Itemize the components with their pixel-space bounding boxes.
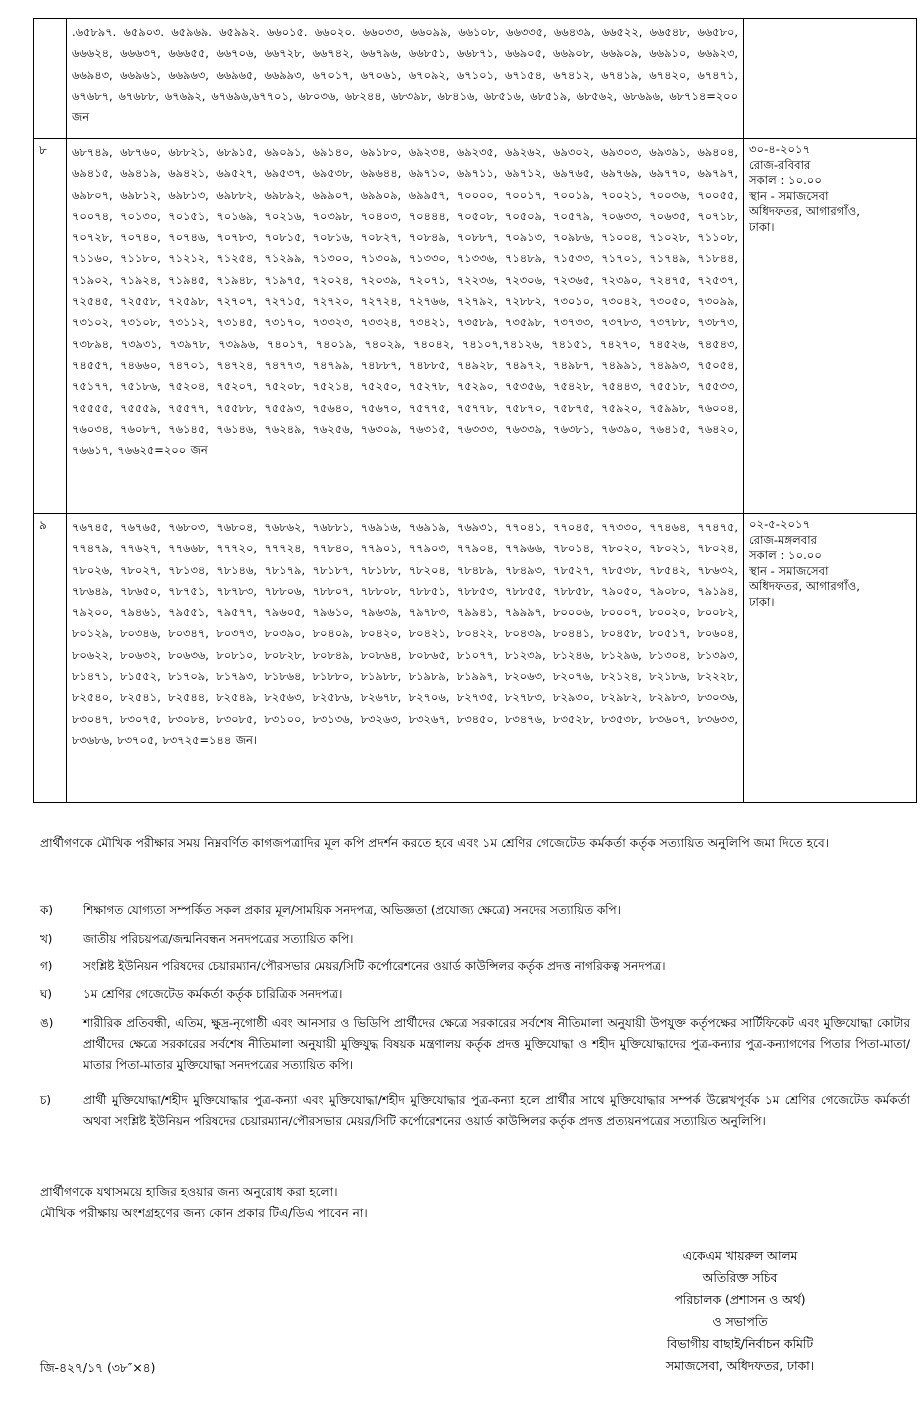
requirement-text: জাতীয় পরিচয়পত্র/জন্মনিবন্ধন সনদপত্রের সত্যায়িত কপি। xyxy=(83,932,354,946)
table-row xyxy=(34,139,917,514)
exam-date: ০২-৫-২০১৭ xyxy=(749,517,811,531)
exam-venue: অধিদফতর, আগারগাঁও, xyxy=(749,579,860,593)
table-row xyxy=(34,19,917,139)
roll-numbers-cell: ৭৬৭৪৫, ৭৬৭৬৫, ৭৬৮০৩, ৭৬৮০৪, ৭৬৮৬২, ৭৬৮৮১, ৭৬৯১৬, ৭৬৯১৯, ৭৬৯৩১, ৭৭০৪১, ৭৭০৪৫, ৭৭৩৩০, ৭৭৪৬৪, ৭৭৪৭৫, ৭৭৪৭৯, ৭৭৬২৭, ৭৭৬৬৮, ৭৭৭২০, ৭৭৭২৪, ৭৭৮৪০, ৭৭৯০১, ৭৭৯০৩, ৭৭৯০৪, ৭৭৯৬৬, ৭৮০১৪, ৭৮০২০, ৭৮০২১, ৭৮০২৪, ৭৮০২৬, ৭৮০২৭, ৭৮১৩৪, ৭৮১৪৬, ৭৮১৭৯, ৭৮১৮৭, ৭৮১৮৮, ৭৮২০৪, ৭৮৪৮৯, ৭৮৪৯৩, ৭৮৫২৭, ৭৮৫৩৮, ৭৮৫৪২, ৭৮৬৩২, ৭৮৬৪৯, ৭৮৬৫০, ৭৮৭৫১, ৭৮৭৮৩, ৭৮৮০৬, ৭৮৮০৭, ৭৮৮০৮, ৭৮৮৫১, ৭৮৮৫৩, ৭৮৮৫৫, ৭৮৮৫৮, ৭৯০৫০, ৭৯০৮০, ৭৯১৯৪, ৭৯২০০, ৭৯৪৬১, ৭৯৫৫১, ৭৯৫৭৭, ৭৯৬০৫, ৭৯৬১০, ৭৯৬৩৯, ৭৯৭৮৩, ৭৯৯৪১, ৭৯৯৯৭, ৮০০০৬, ৮০০০৭, ৮০০২০, ৮০০৮২, ৮০১২৯, ৮০৩৪৬, ৮০৩৪৭, ৮০৩৭৩, ৮০৩৯০, ৮০৪০৯, ৮০৪২০, ৮০৪২১, ৮০৪২২, ৮০৪৩৯, ৮০৪৪১, ৮০৪৫৮, ৮০৫১৭, ৮০৬০৪, ৮০৬২২, ৮০৬৩২, ৮০৬৩৬, ৮০৮১০, ৮০৮২৮, ৮০৮৪৯, ৮০৮৬৪, ৮০৮৬৫, ৮১০৭৭, ৮১২৩৯, ৮১২৪৬, ৮১২৯৬, ৮১৩০৪, ৮১৩৯৩, ৮১৪৭১, ৮১৫৫২, ৮১৭০৯, ৮১৭৯৩, ৮১৮৬৪, ৮১৮৮০, ৮১৯৮৮, ৮১৯৮৯, ৮১৯৯৭, ৮২০৬৩, ৮২০৭৬, ৮২১২৪, ৮২১৮৬, ৮২২২৮, ৮২৫৪০, ৮২৫৪১, ৮২৫৪৪, ৮২৫৪৯, ৮২৫৬৩, ৮২৫৮৬, ৮২৬৭৮, ৮২৭০৬, ৮২৭৩৫, ৮২৭৮৩, ৮২৯৩০, ৮২৯৮২, ৮২৯৮৩, ৮৩০৩৬, ৮৩০৪৭, ৮৩০৭৫, ৮৩০৮৪, ৮৩০৮৫, ৮৩১০০, ৮৩১৩৬, ৮৩২৬৩, ৮৩২৬৭, ৮৩৪৫০, ৮৩৪৭৬, ৮৩৫২৮, ৮৩৫৩৮, ৮৩৬০৭, ৮৩৬৩৩, ৮৩৬৮৬, ৮৩৭০৫, ৮৩৭২৫=১৪৪ জন। xyxy=(67,514,744,803)
requirement-item xyxy=(40,929,910,950)
table-row xyxy=(34,514,917,803)
signatory-title: অতিরিক্ত সচিব xyxy=(702,1271,778,1285)
note-line: মৌখিক পরীক্ষায় অংশগ্রহণের জন্য কোন প্রকার টিএ/ডিএ পাবেন না। xyxy=(40,1206,368,1220)
exam-venue: ঢাকা। xyxy=(749,594,775,609)
closing-notes xyxy=(40,1182,900,1224)
requirement-label: ঘ) xyxy=(40,987,52,1001)
signatory-title: বিভাগীয় বাছাই/নির্বাচন কমিটি xyxy=(666,1337,814,1351)
exam-venue: স্থান - সমাজসেবা xyxy=(749,188,829,203)
schedule-cell xyxy=(744,514,917,803)
roll-number-table xyxy=(33,18,917,803)
requirement-label: ঙ) xyxy=(40,1016,54,1030)
schedule-cell xyxy=(744,19,917,139)
roll-numbers-cell: ৬৮৭৪৯, ৬৮৭৬০, ৬৮৮২১, ৬৮৯১৫, ৬৯০৯১, ৬৯১৪০, ৬৯১৮০, ৬৯২৩৪, ৬৯২৩৫, ৬৯২৬২, ৬৯৩০২, ৬৯৩০৩, ৬৯৩৯১, ৬৯৪০৪, ৬৯৪১৫, ৬৯৪১৯, ৬৯৪২১, ৬৯৫২৭, ৬৯৫৩৭, ৬৯৫৩৮, ৬৯৬৪৪, ৬৯৭১০, ৬৯৭১১, ৬৯৭১২, ৬৯৭৬৫, ৬৯৭৬৯, ৬৯৭৭০, ৬৯৭৯৭, ৬৯৮০৭, ৬৯৮১২, ৬৯৮১৩, ৬৯৮৮২, ৬৯৮৯২, ৬৯৯০৭, ৬৯৯০৯, ৬৯৯৫৭, ৭০০০০, ৭০০১৭, ৭০০১৯, ৭০০২১, ৭০০৩৬, ৭০০৫৫, ৭০০৭৪, ৭০১৩০, ৭০১৫১, ৭০১৬৯, ৭০২১৬, ৭০৩৯৮, ৭০৪০৩, ৭০৪৪৪, ৭০৫০৮, ৭০৫০৯, ৭০৫৭৯, ৭০৬৩৩, ৭০৬৩৫, ৭০৭১৮, ৭০৭২৮, ৭০৭৪০, ৭০৭৪৬, ৭০৭৮৩, ৭০৮১৫, ৭০৮১৬, ৭০৮২৭, ৭০৮৪৯, ৭০৮৮৭, ৭০৯১৩, ৭০৯৮৬, ৭১০০৪, ৭১০২৮, ৭১১০৮, ৭১১৬০, ৭১১৮০, ৭১২১২, ৭১২৫৪, ৭১২৯৯, ৭১৩০০, ৭১৩০৯, ৭১৩৩০, ৭১৩৩৬, ৭১৪৮৯, ৭১৫৩৩, ৭১৭০১, ৭১৭৪৯, ৭১৮৪৪, ৭১৯০২, ৭১৯২৪, ৭১৯৪৫, ৭১৯৪৮, ৭১৯৭৫, ৭২০২৪, ৭২০৩৯, ৭২০৭১, ৭২২৩৬, ৭২৩০৬, ৭২৩৬৫, ৭২৩৯০, ৭২৪৭৫, ৭২৫৩৭, ৭২৫৪৫, ৭২৫৫৮, ৭২৫৯৮, ৭২৭০৭, ৭২৭১৫, ৭২৭২০, ৭২৭২৪, ৭২৭৬৬, ৭২৭৯২, ৭২৮৮২, ৭৩০১০, ৭৩০৪২, ৭৩০৫০, ৭৩০৯৯, ৭৩১০২, ৭৩১০৮, ৭৩১১২, ৭৩১৪৫, ৭৩১৭০, ৭৩৩২৩, ৭৩৩২৪, ৭৩৪২১, ৭৩৫৮৯, ৭৩৫৯৮, ৭৩৭৩৩, ৭৩৭৮৩, ৭৩৭৮৮, ৭৩৮৭৩, ৭৩৮৯৪, ৭৩৯৩১, ৭৩৯৭৮, ৭৩৯৯৬, ৭৪০১৭, ৭৪০১৯, ৭৪০২৯, ৭৪০৪২, ৭৪১০৭,৭৪১২৬, ৭৪১৫১, ৭৪২৭০, ৭৪৫২৬, ৭৪৫৪৩, ৭৪৫৫৭, ৭৪৬৬০, ৭৪৭০১, ৭৪৭২৪, ৭৪৭৭৩, ৭৪৭৯৯, ৭৪৮৮৭, ৭৪৮৮৫, ৭৪৯২৮, ৭৪৯৭২, ৭৪৯৮৭, ৭৪৯৯১, ৭৪৯৯৩, ৭৫০৫৪, ৭৫১৭৭, ৭৫১৮৬, ৭৫২০৪, ৭৫২০৭, ৭৫২০৮, ৭৫২১৪, ৭৫২৫০, ৭৫২৭৮, ৭৫২৯০, ৭৫৩৫৬, ৭৫৪২৮, ৭৫৪৪৩, ৭৫৫১৮, ৭৫৫৩৩, ৭৫৫৫৫, ৭৫৫৫৯, ৭৫৫৭৭, ৭৫৫৮৮, ৭৫৫৯৩, ৭৫৬৪০, ৭৫৬৭০, ৭৫৭৭৫, ৭৫৭৭৮, ৭৫৮৭০, ৭৫৮৭৫, ৭৫৯২০, ৭৫৯৯৮, ৭৬০০৪, ৭৬০৩৪, ৭৬০৮৭, ৭৬১৪৫, ৭৬১৪৬, ৭৬২৪৯, ৭৬২৫৬, ৭৬৩০৯, ৭৬৩১৫, ৭৬৩৩৩, ৭৬৩৩৯, ৭৬৩৮১, ৭৬৩৯০, ৭৬৪১৫, ৭৬৪২০, ৭৬৬১৭, ৭৬৬২৫=২০০ জন xyxy=(67,139,744,514)
requirement-text: প্রার্থী মুক্তিযোদ্ধা/শহীদ মুক্তিযোদ্ধার পুত্র-কন্যা এবং মুক্তিযোদ্ধা/শহীদ মুক্তিযোদ্ধার পুত্র-কন্যা হলে প্রার্থীর সাথে মুক্তিযোদ্ধার সম্পর্ক উল্লেখপূর্বক ১ম শ্রেণির গেজেটেড কর্মকর্তা অথবা সংশ্লিষ্ট ইউনিয়ন পরিষদের চেয়ারম্যান/পৌরসভার মেয়র/সিটি কর্পোরেশনের ওয়ার্ড কাউন্সিলর কর্তৃক প্রদত্ত প্রত্যয়নপত্রের সত্যায়িত অনুলিপি। xyxy=(83,1093,910,1128)
exam-time: সকাল : ১০.০০ xyxy=(749,173,822,187)
serial-cell: ৮ xyxy=(34,139,67,514)
requirement-item xyxy=(40,900,910,921)
signatory-title: পরিচালক (প্রশাসন ও অর্থ) xyxy=(674,1293,806,1307)
documents-intro: প্রার্থীগণকে মৌখিক পরীক্ষার সময় নিম্নবর্ণিত কাগজপত্রাদির মূল কপি প্রদর্শন করতে হবে এবং ১ম শ্রেণির গেজেটেড কর্মকর্তা কর্তৃক সত্যায়িত অনুলিপি জমা দিতে হবে। xyxy=(40,836,830,850)
exam-venue: ঢাকা। xyxy=(749,219,775,234)
requirement-label: খ) xyxy=(40,932,53,946)
note-line: প্রার্থীগণকে যথাসময়ে হাজির হওয়ার জন্য অনুরোধ করা হলো। xyxy=(40,1185,338,1199)
requirement-label: চ) xyxy=(40,1093,52,1107)
exam-date: ৩০-৪-২০১৭ xyxy=(749,142,811,156)
requirement-item xyxy=(40,1090,910,1132)
signatory-title: ও সভাপতি xyxy=(712,1315,768,1329)
requirement-item xyxy=(40,984,910,1005)
requirement-text: ১ম শ্রেণির গেজেটেড কর্মকর্তা কর্তৃক চারিত্রিক সনদপত্র। xyxy=(83,987,343,1001)
schedule-cell xyxy=(744,139,917,514)
roll-numbers-cell: .৬৫৮৯৭. ৬৫৯০৩. ৬৫৯৬৯. ৬৫৯৯২. ৬৬০১৫. ৬৬০২০. ৬৬০৩৩, ৬৬০৯৯, ৬৬১০৮, ৬৬৩৩৫, ৬৬৪৩৯, ৬৬৫২২, ৬৬৫৪৮, ৬৬৫৮০, ৬৬৬২৪, ৬৬৬৩৭, ৬৬৬৫৫, ৬৬৭০৬, ৬৬৭২৮, ৬৬৭৪২, ৬৬৭৯৬, ৬৬৮৫১, ৬৬৮৭১, ৬৬৯০৫, ৬৬৯০৮, ৬৬৯০৯, ৬৬৯১০, ৬৬৯২৩, ৬৬৯৪৩, ৬৬৯৬১, ৬৬৯৬৩, ৬৬৯৬৫, ৬৬৯৯৩, ৬৭০১৭, ৬৭০৬১, ৬৭০৯২, ৬৭১০১, ৬৭১৫৪, ৬৭৪১২, ৬৭৪১৯, ৬৭৪২০, ৬৭৪৭১, ৬৭৬৮৭, ৬৭৬৮৮, ৬৭৬৯২, ৬৭৬৯৬,৬৭৭০১, ৬৮০৩৬, ৬৮২৪৪, ৬৮৩৯৮, ৬৮৪১৬, ৬৮৫১৬, ৬৮৫১৯, ৬৮৫৬২, ৬৮৬৯৬, ৬৮৭১৪=২০০ জন xyxy=(67,19,744,139)
requirement-label: গ) xyxy=(40,959,53,973)
exam-day: রোজ-রবিবার xyxy=(749,157,811,172)
requirement-item xyxy=(40,956,910,977)
exam-day: রোজ-মঙ্গলবার xyxy=(749,532,817,547)
exam-venue: স্থান - সমাজসেবা xyxy=(749,563,829,578)
serial-cell: ৯ xyxy=(34,514,67,803)
requirement-text: শিক্ষাগত যোগ্যতা সম্পর্কিত সকল প্রকার মূল/সাময়িক সনদপত্র, অভিজ্ঞতা (প্রযোজ্য ক্ষেত্রে) সনদের সত্যায়িত কপি। xyxy=(83,903,621,917)
exam-venue: অধিদফতর, আগারগাঁও, xyxy=(749,204,860,218)
serial-cell xyxy=(34,19,67,139)
requirement-text: শারীরিক প্রতিবন্ধী, এতিম, ক্ষুদ্র-নৃগোষ্ঠী এবং আনসার ও ভিডিপি প্রার্থীদের ক্ষেত্রে সরকারের সর্বশেষ নীতিমালা অনুযায়ী উপযুক্ত কর্তৃপক্ষের সার্টিফিকেট এবং মুক্তিযোদ্ধা কোটার প্রার্থীদের ক্ষেত্রে সরকারের সর্বশেষ নীতিমালা অনুযায়ী মুক্তিযুদ্ধ বিষয়ক মন্ত্রণালয় কর্তৃক প্রদত্ত মুক্তিযোদ্ধা ও শহীদ মুক্তিযোদ্ধাদের পুত্র-কন্যার পুত্র-কন্যাগণের পিতার পিতা-মাতা/মাতার পিতা-মাতার মুক্তিযোদ্ধা সনদপত্রের সত্যায়িত কপি। xyxy=(83,1016,910,1072)
signatory-name: একেএম খায়রুল আলম xyxy=(682,1249,798,1263)
requirement-text: সংশ্লিষ্ট ইউনিয়ন পরিষদের চেয়ারম্যান/পৌরসভার মেয়র/সিটি কর্পোরেশনের ওয়ার্ড কাউন্সিলর কর্তৃক প্রদত্ত নাগরিকত্ব সনদপত্র। xyxy=(83,959,666,973)
requirement-label: ক) xyxy=(40,903,53,917)
signature-block xyxy=(610,1245,870,1377)
memo-number: জি-৪২৭/১৭ (৩৮″×৪) xyxy=(40,1361,156,1375)
requirement-item xyxy=(40,1013,910,1076)
signatory-office: সমাজসেবা, অধিদফতর, ঢাকা। xyxy=(665,1359,815,1373)
exam-time: সকাল : ১০.০০ xyxy=(749,548,822,562)
